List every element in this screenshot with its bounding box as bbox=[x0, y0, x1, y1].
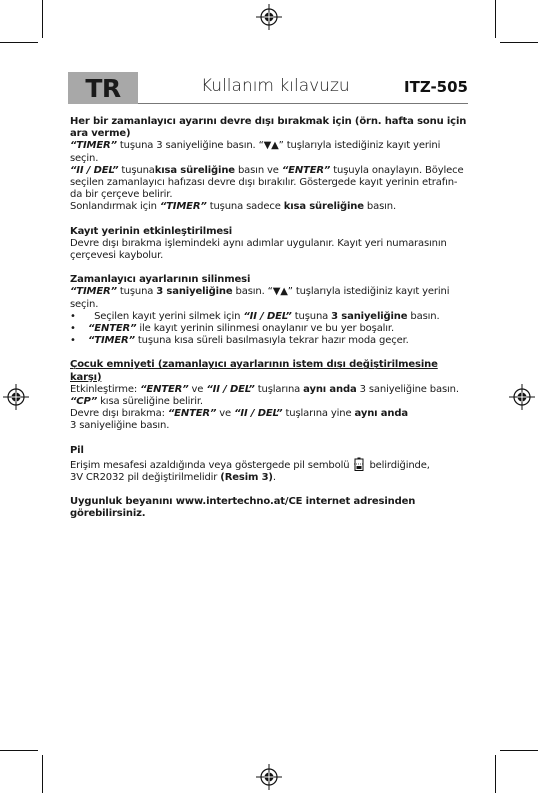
instruction-line: 3 saniyeliğine basın. bbox=[70, 420, 170, 432]
instruction-line: Sonlandırmak için “TIMER” tuşuna sadece kısa süreliğine basın. bbox=[70, 201, 396, 213]
section-child-lock bbox=[70, 359, 468, 432]
section-title: Zamanlayıcı ayarlarının silinmesi bbox=[70, 274, 251, 286]
list-item: • “TIMER” tuşuna kısa süreli basılmasıyla tekrar hazır moda geçer. bbox=[70, 335, 409, 347]
instruction-line: “II / DEL” tuşunakısa süreliğine basın ve “ENTER” tuşuyla onaylayın. Böylece bbox=[70, 164, 464, 176]
instruction-line: seçilen zamanlayıcı hafızası devre dışı bırakılır. Göstergede kayıt yerinin etrafın- bbox=[70, 177, 458, 189]
section-title: Kayıt yerinin etkinleştirilmesi bbox=[70, 225, 233, 237]
section-title: Pil bbox=[70, 444, 84, 456]
language-badge: TR bbox=[68, 72, 138, 104]
registration-mark-icon bbox=[256, 764, 282, 790]
header-rule bbox=[138, 103, 468, 104]
crop-mark-top-left-h bbox=[0, 42, 38, 43]
crop-mark-top-right-h bbox=[500, 42, 538, 43]
registration-mark-icon bbox=[256, 4, 282, 30]
instruction-line: “TIMER” tuşuna 3 saniyeliğine basın. “▼▲” tuşlarıyla istediğiniz kayıt yerini bbox=[70, 140, 441, 152]
bullet-icon: • bbox=[70, 323, 76, 335]
section-battery bbox=[70, 445, 468, 485]
model-number: ITZ-505 bbox=[404, 78, 468, 96]
crop-mark-bottom-right-h bbox=[500, 750, 538, 751]
instruction-line: 3V CR2032 pil değiştirilmelidir (Resim 3). bbox=[70, 472, 276, 484]
instruction-line: da bir çerçeve belirir. bbox=[70, 189, 173, 201]
crop-mark-top-right bbox=[495, 0, 496, 38]
section-delete-timer bbox=[70, 274, 468, 347]
instruction-line: Erişim mesafesi azaldığında veya göstergede pil sembolü belirdiğinde, bbox=[70, 457, 468, 472]
list-item: • “ENTER” ile kayıt yerinin silinmesi onaylanır ve bu yer boşalır. bbox=[70, 323, 395, 335]
section-enable-slot bbox=[70, 226, 468, 263]
instruction-line: “CP” kısa süreliğine belirir. bbox=[70, 396, 203, 408]
instruction-line: Devre dışı bırakma: “ENTER” ve “II / DEL” tuşlarına yine aynı anda bbox=[70, 408, 408, 420]
bullet-icon: • bbox=[70, 310, 76, 322]
instruction-line: Etkinleştirme: “ENTER” ve “II / DEL” tuşlarına aynı anda 3 saniyeliğine basın. bbox=[70, 383, 459, 395]
registration-mark-icon bbox=[509, 384, 535, 410]
conformity-text: Uygunluk beyanını www.intertechno.at/CE internet adresinden bbox=[70, 496, 416, 508]
crop-mark-bottom-right bbox=[495, 755, 496, 793]
crop-mark-bottom-left bbox=[42, 755, 43, 793]
section-title-cont: ara verme) bbox=[70, 128, 131, 140]
instruction-line: Devre dışı bırakma işlemindeki aynı adımlar uygulanır. Kayıt yeri numarasının bbox=[70, 237, 447, 249]
crop-mark-top-left bbox=[42, 0, 43, 38]
registration-mark-icon bbox=[3, 384, 29, 410]
instruction-line: “TIMER” tuşuna 3 saniyeliğine basın. “▼▲” tuşlarıyla istediğiniz kayıt yerini bbox=[70, 286, 450, 298]
section-title: Çocuk emniyeti (zamanlayıcı ayarlarının istem dışı değiştirilmesine karşı) bbox=[70, 359, 438, 383]
section-title: Her bir zamanlayıcı ayarını devre dışı bırakmak için (örn. hafta sonu için bbox=[70, 116, 467, 127]
section-disable-timer bbox=[70, 116, 468, 214]
instruction-line: seçin. bbox=[70, 298, 99, 310]
page-header bbox=[68, 72, 468, 104]
manual-body bbox=[70, 116, 468, 521]
bullet-icon: • bbox=[70, 335, 76, 347]
instruction-line: seçin. bbox=[70, 152, 99, 164]
list-item: • Seçilen kayıt yerini silmek için “II / DEL” tuşuna 3 saniyeliğine basın. bbox=[70, 310, 440, 322]
battery-icon bbox=[354, 457, 364, 471]
document-title: Kullanım kılavuzu bbox=[201, 76, 350, 96]
crop-mark-bottom-left-h bbox=[0, 750, 38, 751]
instruction-line: çerçevesi kaybolur. bbox=[70, 250, 164, 262]
section-conformity bbox=[70, 496, 468, 520]
conformity-text-cont: görebilirsiniz. bbox=[70, 508, 146, 520]
